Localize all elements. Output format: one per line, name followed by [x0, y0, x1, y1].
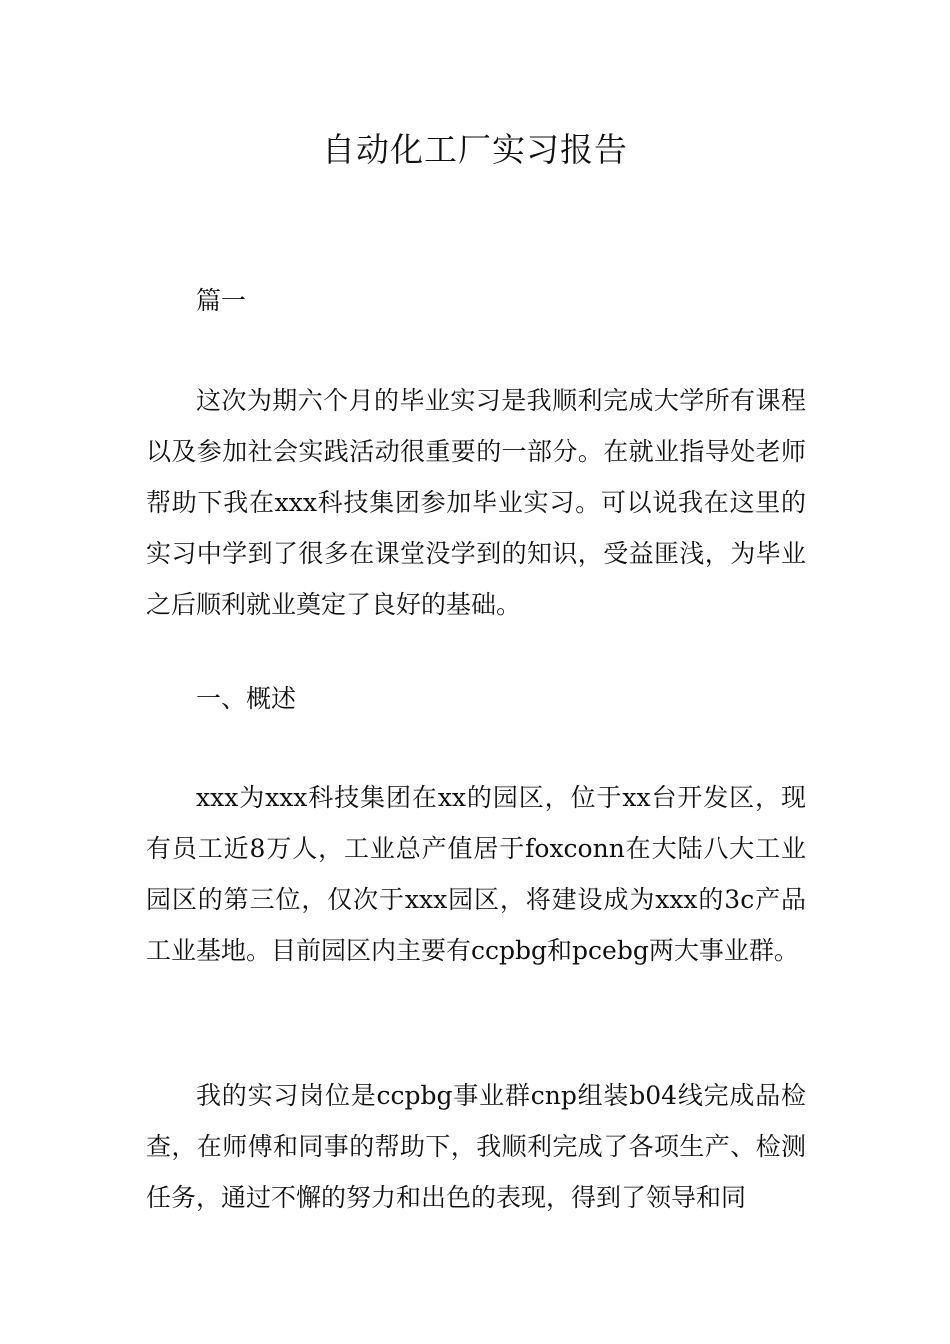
paragraph-position: 我的实习岗位是ccpbg事业群cnp组装b04线完成品检查，在师傅和同事的帮助下，我顺利完成了各项生产、检测任务，通过不懈的努力和出色的表现，得到了领导和同 [146, 1081, 806, 1212]
paragraph-overview: xxx为xxx科技集团在xx的园区，位于xx台开发区，现有员工近8万人，工业总产值居于foxconn在大陆八大工业园区的第三位，仅次于xxx园区，将建设成为xxx的3c产品工业基地。目前园区内主要有ccpbg和pcebg两大事业群。 [146, 783, 806, 965]
heading-overview: 一、概述 [196, 684, 297, 713]
section-label: 篇一 [196, 286, 247, 315]
document-title: 自动化工厂实习报告 [322, 130, 628, 169]
paragraph-intro: 这次为期六个月的毕业实习是我顺利完成大学所有课程以及参加社会实践活动很重要的一部分。在就业指导处老师帮助下我在xxx科技集团参加毕业实习。可以说我在这里的实习中学到了很多在课堂没学到的知识，受益匪浅，为毕业之后顺利就业奠定了良好的基础。 [146, 386, 806, 619]
